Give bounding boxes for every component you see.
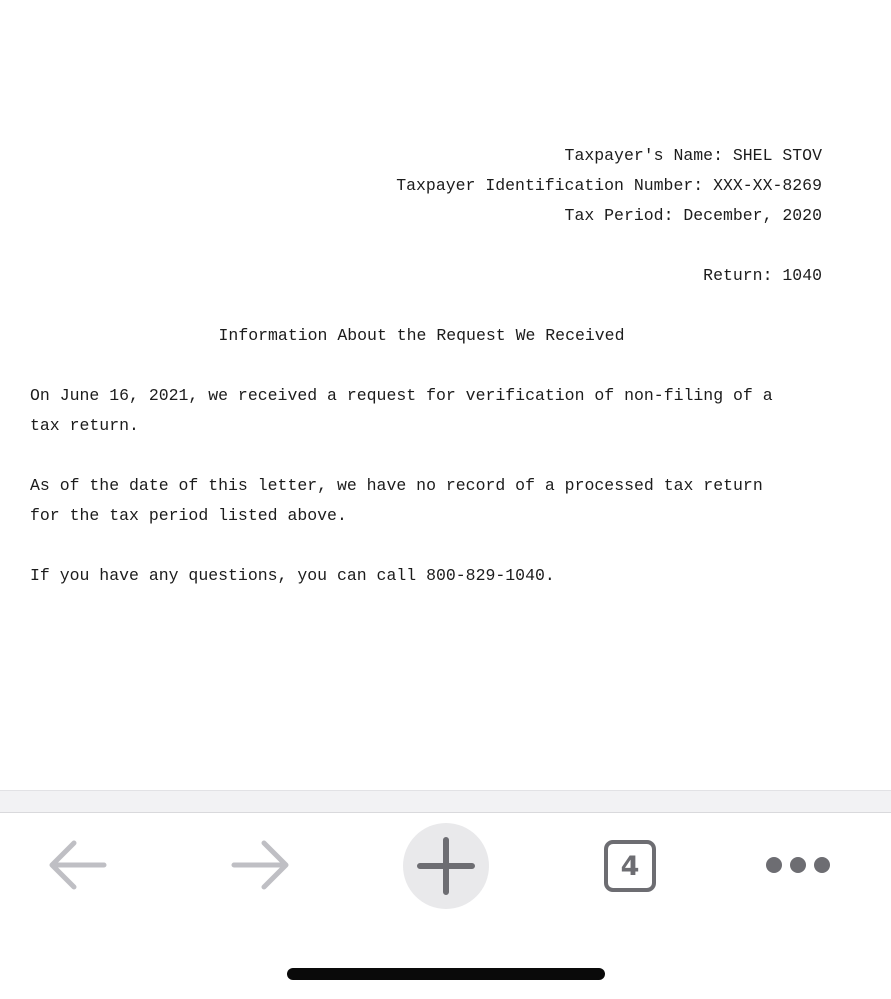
paragraph-2-line-2: for the tax period listed above. [30, 506, 347, 525]
arrow-left-icon [46, 837, 108, 893]
tab-count-badge [604, 840, 656, 892]
forward-button[interactable] [228, 835, 294, 895]
browser-toolbar [0, 813, 891, 999]
paragraph-1-line-2: tax return. [30, 416, 139, 435]
taxpayer-name: Taxpayer's Name: SHEL STOV [564, 146, 822, 165]
toolbar-separator [0, 790, 891, 813]
paragraph-1-line-1: On June 16, 2021, we received a request for verification of non-filing of a [30, 386, 773, 405]
arrow-right-icon [230, 837, 292, 893]
paragraph-3: If you have any questions, you can call 800-829-1040. [30, 566, 555, 585]
paragraph-2-line-1: As of the date of this letter, we have no record of a processed tax return [30, 476, 763, 495]
taxpayer-id: Taxpayer Identification Number: XXX-XX-8269 [396, 176, 822, 195]
tab-count: 4 [620, 850, 640, 882]
back-button[interactable] [44, 835, 110, 895]
return-type: Return: 1040 [703, 266, 822, 285]
more-menu-button[interactable] [762, 845, 834, 885]
home-indicator[interactable] [287, 968, 605, 980]
tab-switcher-button[interactable] [601, 837, 659, 895]
new-tab-button[interactable] [403, 823, 489, 909]
plus-icon [416, 836, 476, 896]
ellipsis-icon [765, 855, 831, 875]
document-heading: Information About the Request We Received [218, 326, 625, 345]
tax-period: Tax Period: December, 2020 [564, 206, 822, 225]
